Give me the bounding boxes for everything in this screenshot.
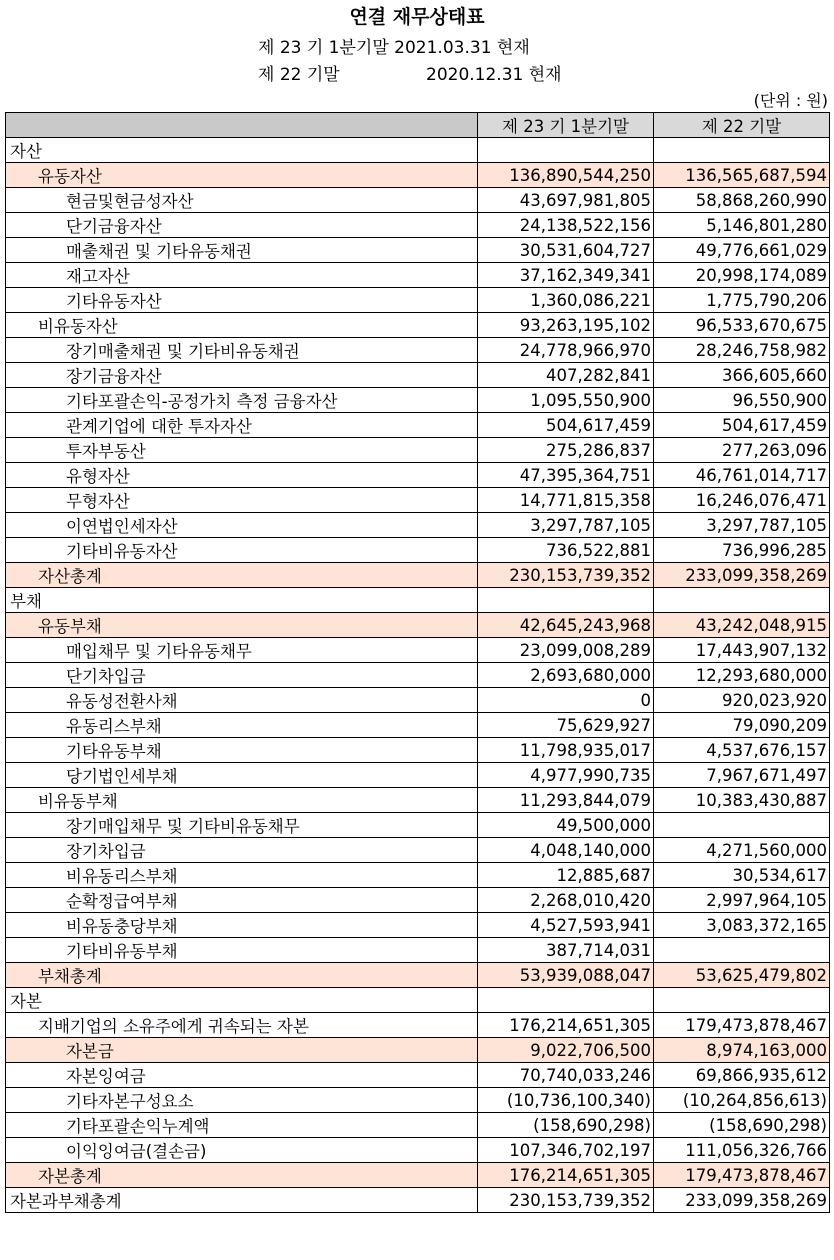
table-row — [6, 938, 830, 963]
table-body — [6, 138, 830, 1213]
prior-period-value: 53,625,479,802 — [654, 963, 830, 988]
period-current: 제 23 기 1분기말 2021.03.31 현재 — [258, 38, 530, 58]
current-period-value: 11,798,935,017 — [478, 738, 654, 763]
current-period-value: 107,346,702,197 — [478, 1138, 654, 1163]
table-row — [6, 138, 830, 163]
account-name: 매출채권 및 기타유동채권 — [6, 238, 478, 263]
table-row — [6, 713, 830, 738]
prior-period-value: 12,293,680,000 — [654, 663, 830, 688]
prior-period-value: 4,537,676,157 — [654, 738, 830, 763]
current-period-value: 2,693,680,000 — [478, 663, 654, 688]
account-name: 장기매입채무 및 기타비유동채무 — [6, 813, 478, 838]
current-period-value: 11,293,844,079 — [478, 788, 654, 813]
current-period-value: 49,500,000 — [478, 813, 654, 838]
account-name: 기타유동부채 — [6, 738, 478, 763]
table-row — [6, 1163, 830, 1188]
table-row — [6, 1188, 830, 1213]
current-period-value: 176,214,651,305 — [478, 1163, 654, 1188]
table-row — [6, 438, 830, 463]
account-name: 기타포괄손익누계액 — [6, 1113, 478, 1138]
header-current-period: 제 23 기 1분기말 — [478, 113, 654, 138]
current-period-value: 407,282,841 — [478, 363, 654, 388]
current-period-value: 4,977,990,735 — [478, 763, 654, 788]
account-name: 단기금융자산 — [6, 213, 478, 238]
account-name: 장기차입금 — [6, 838, 478, 863]
prior-period-value: 736,996,285 — [654, 538, 830, 563]
table-row — [6, 913, 830, 938]
current-period-value: 14,771,815,358 — [478, 488, 654, 513]
account-name: 유동부채 — [6, 613, 478, 638]
period-prior-label: 제 22 기말 — [258, 65, 340, 85]
current-period-value — [478, 988, 654, 1013]
account-name: 관계기업에 대한 투자자산 — [6, 413, 478, 438]
table-row — [6, 513, 830, 538]
account-name: 당기법인세부채 — [6, 763, 478, 788]
prior-period-value: 3,083,372,165 — [654, 913, 830, 938]
account-name: 매입채무 및 기타유동채무 — [6, 638, 478, 663]
table-row — [6, 663, 830, 688]
header-prior-period: 제 22 기말 — [654, 113, 830, 138]
table-row — [6, 963, 830, 988]
table-header-row — [6, 113, 830, 138]
current-period-value: 0 — [478, 688, 654, 713]
prior-period-value: 233,099,358,269 — [654, 1188, 830, 1213]
table-row — [6, 263, 830, 288]
table-row — [6, 163, 830, 188]
table-row — [6, 363, 830, 388]
table-row — [6, 588, 830, 613]
account-name: 무형자산 — [6, 488, 478, 513]
table-row — [6, 338, 830, 363]
current-period-value: 230,153,739,352 — [478, 563, 654, 588]
current-period-value: 37,162,349,341 — [478, 263, 654, 288]
table-row — [6, 688, 830, 713]
prior-period-value: 277,263,096 — [654, 438, 830, 463]
account-name: 자본금 — [6, 1038, 478, 1063]
prior-period-value: 179,473,878,467 — [654, 1163, 830, 1188]
prior-period-value — [654, 988, 830, 1013]
prior-period-value: 43,242,048,915 — [654, 613, 830, 638]
prior-period-value — [654, 938, 830, 963]
table-row — [6, 738, 830, 763]
table-row — [6, 838, 830, 863]
account-name: 유동성전환사채 — [6, 688, 478, 713]
prior-period-value: 4,271,560,000 — [654, 838, 830, 863]
account-name: 지배기업의 소유주에게 귀속되는 자본 — [6, 1013, 478, 1038]
table-row — [6, 613, 830, 638]
header-account — [6, 113, 478, 138]
prior-period-value: 136,565,687,594 — [654, 163, 830, 188]
current-period-value: 1,095,550,900 — [478, 388, 654, 413]
period-prior — [258, 60, 562, 85]
account-name: 부채 — [6, 588, 478, 613]
account-name: 순확정급여부채 — [6, 888, 478, 913]
table-row — [6, 288, 830, 313]
prior-period-value — [654, 813, 830, 838]
current-period-value: (10,736,100,340) — [478, 1088, 654, 1113]
prior-period-value: 96,550,900 — [654, 388, 830, 413]
account-name: 자본 — [6, 988, 478, 1013]
current-period-value: 387,714,031 — [478, 938, 654, 963]
prior-period-value: 3,297,787,105 — [654, 513, 830, 538]
current-period-value: 230,153,739,352 — [478, 1188, 654, 1213]
account-name: 기타자본구성요소 — [6, 1088, 478, 1113]
table-row — [6, 538, 830, 563]
account-name: 비유동부채 — [6, 788, 478, 813]
table-row — [6, 1013, 830, 1038]
current-period-value: 136,890,544,250 — [478, 163, 654, 188]
account-name: 기타포괄손익-공정가치 측정 금융자산 — [6, 388, 478, 413]
current-period-value: 43,697,981,805 — [478, 188, 654, 213]
report-title: 연결 재무상태표 — [349, 6, 485, 28]
current-period-value: (158,690,298) — [478, 1113, 654, 1138]
prior-period-value: 10,383,430,887 — [654, 788, 830, 813]
current-period-value: 23,099,008,289 — [478, 638, 654, 663]
prior-period-value: 2,997,964,105 — [654, 888, 830, 913]
current-period-value: 504,617,459 — [478, 413, 654, 438]
account-name: 이연법인세자산 — [6, 513, 478, 538]
current-period-value: 176,214,651,305 — [478, 1013, 654, 1038]
table-row — [6, 888, 830, 913]
account-name: 현금및현금성자산 — [6, 188, 478, 213]
current-period-value: 75,629,927 — [478, 713, 654, 738]
table-row — [6, 788, 830, 813]
prior-period-value: 30,534,617 — [654, 863, 830, 888]
unit-label: (단위 : 원) — [753, 91, 828, 110]
report-header — [0, 0, 834, 112]
account-name: 유동자산 — [6, 163, 478, 188]
prior-period-value: (10,264,856,613) — [654, 1088, 830, 1113]
account-name: 자산총계 — [6, 563, 478, 588]
account-name: 장기금융자산 — [6, 363, 478, 388]
current-period-value: 1,360,086,221 — [478, 288, 654, 313]
account-name: 유형자산 — [6, 463, 478, 488]
account-name: 자본과부채총계 — [6, 1188, 478, 1213]
prior-period-value: 46,761,014,717 — [654, 463, 830, 488]
account-name: 비유동리스부채 — [6, 863, 478, 888]
prior-period-value: 504,617,459 — [654, 413, 830, 438]
account-name: 투자부동산 — [6, 438, 478, 463]
period-prior-date: 2020.12.31 현재 — [426, 65, 562, 85]
table-row — [6, 863, 830, 888]
current-period-value: 53,939,088,047 — [478, 963, 654, 988]
account-name: 자본총계 — [6, 1163, 478, 1188]
prior-period-value: 20,998,174,089 — [654, 263, 830, 288]
current-period-value: 30,531,604,727 — [478, 238, 654, 263]
account-name: 장기매출채권 및 기타비유동채권 — [6, 338, 478, 363]
table-row — [6, 388, 830, 413]
prior-period-value: 111,056,326,766 — [654, 1138, 830, 1163]
table-row — [6, 238, 830, 263]
account-name: 재고자산 — [6, 263, 478, 288]
prior-period-value: (158,690,298) — [654, 1113, 830, 1138]
prior-period-value: 16,246,076,471 — [654, 488, 830, 513]
prior-period-value — [654, 138, 830, 163]
table-row — [6, 638, 830, 663]
prior-period-value: 96,533,670,675 — [654, 313, 830, 338]
account-name: 기타비유동부채 — [6, 938, 478, 963]
current-period-value — [478, 588, 654, 613]
prior-period-value: 1,775,790,206 — [654, 288, 830, 313]
current-period-value: 4,048,140,000 — [478, 838, 654, 863]
account-name: 단기차입금 — [6, 663, 478, 688]
prior-period-value: 179,473,878,467 — [654, 1013, 830, 1038]
table-row — [6, 1038, 830, 1063]
account-name: 이익잉여금(결손금) — [6, 1138, 478, 1163]
table-row — [6, 488, 830, 513]
account-name: 기타비유동자산 — [6, 538, 478, 563]
current-period-value: 47,395,364,751 — [478, 463, 654, 488]
current-period-value: 9,022,706,500 — [478, 1038, 654, 1063]
prior-period-value — [654, 588, 830, 613]
prior-period-value: 28,246,758,982 — [654, 338, 830, 363]
current-period-value: 24,138,522,156 — [478, 213, 654, 238]
table-row — [6, 813, 830, 838]
table-row — [6, 1138, 830, 1163]
prior-period-value: 49,776,661,029 — [654, 238, 830, 263]
balance-sheet-table — [5, 112, 830, 1213]
table-row — [6, 188, 830, 213]
current-period-value: 42,645,243,968 — [478, 613, 654, 638]
table-row — [6, 463, 830, 488]
prior-period-value: 17,443,907,132 — [654, 638, 830, 663]
account-name: 자산 — [6, 138, 478, 163]
current-period-value: 24,778,966,970 — [478, 338, 654, 363]
table-row — [6, 1113, 830, 1138]
prior-period-value: 920,023,920 — [654, 688, 830, 713]
current-period-value: 2,268,010,420 — [478, 888, 654, 913]
prior-period-value: 8,974,163,000 — [654, 1038, 830, 1063]
table-row — [6, 988, 830, 1013]
account-name: 비유동충당부채 — [6, 913, 478, 938]
current-period-value: 12,885,687 — [478, 863, 654, 888]
prior-period-value: 7,967,671,497 — [654, 763, 830, 788]
prior-period-value: 58,868,260,990 — [654, 188, 830, 213]
current-period-value: 4,527,593,941 — [478, 913, 654, 938]
account-name: 부채총계 — [6, 963, 478, 988]
account-name: 자본잉여금 — [6, 1063, 478, 1088]
table-row — [6, 763, 830, 788]
table-row — [6, 413, 830, 438]
prior-period-value: 69,866,935,612 — [654, 1063, 830, 1088]
table-row — [6, 563, 830, 588]
prior-period-value: 233,099,358,269 — [654, 563, 830, 588]
table-row — [6, 1063, 830, 1088]
current-period-value — [478, 138, 654, 163]
prior-period-value: 366,605,660 — [654, 363, 830, 388]
prior-period-value: 5,146,801,280 — [654, 213, 830, 238]
table-row — [6, 313, 830, 338]
current-period-value: 93,263,195,102 — [478, 313, 654, 338]
current-period-value: 275,286,837 — [478, 438, 654, 463]
current-period-value: 736,522,881 — [478, 538, 654, 563]
account-name: 비유동자산 — [6, 313, 478, 338]
prior-period-value: 79,090,209 — [654, 713, 830, 738]
account-name: 기타유동자산 — [6, 288, 478, 313]
account-name: 유동리스부채 — [6, 713, 478, 738]
table-row — [6, 213, 830, 238]
table-row — [6, 1088, 830, 1113]
current-period-value: 3,297,787,105 — [478, 513, 654, 538]
current-period-value: 70,740,033,246 — [478, 1063, 654, 1088]
